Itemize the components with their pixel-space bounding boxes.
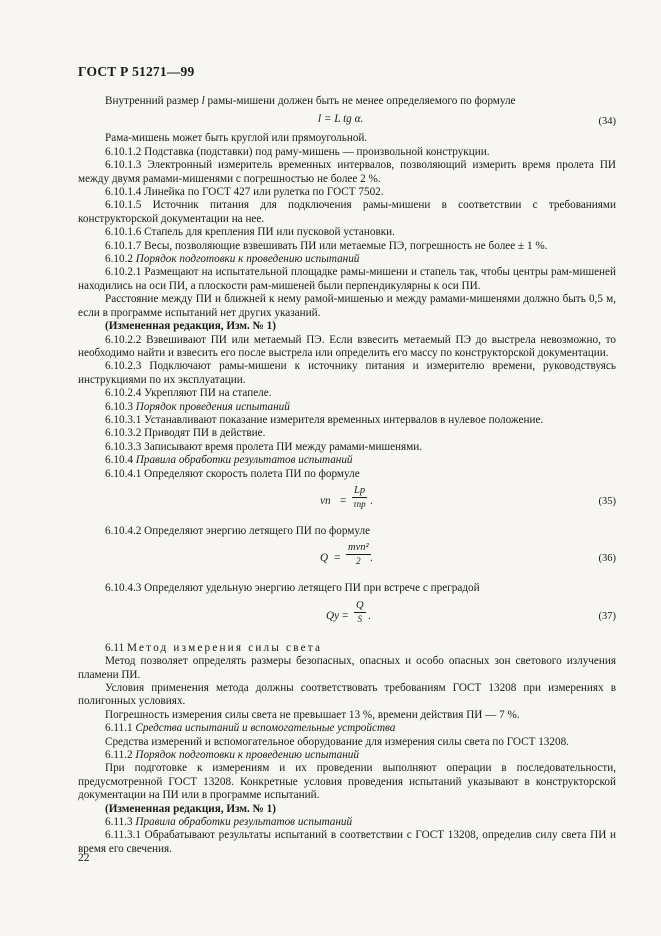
- paragraph: При подготовке к измерениям и их проведении выполняют операции в последовательности, предусмотренной ГОСТ 13208. Конкретные условия проведения испытаний указывают в конструкторской документации на ПИ или в программе испытаний.: [78, 762, 616, 802]
- section-heading: [78, 642, 616, 655]
- paragraph: Средства измерений и вспомогательное оборудование для измерения силы света по ГОСТ 13208.: [105, 735, 569, 748]
- variable: l: [201, 95, 205, 107]
- formula-fraction: [346, 541, 371, 568]
- formula-37: [78, 596, 616, 636]
- formula-lhs: vп: [320, 494, 331, 507]
- denominator: S: [357, 613, 363, 624]
- equals-sign: =: [340, 494, 347, 507]
- section-number: 6.10.3: [105, 400, 136, 413]
- amendment-note: (Измененная редакция, Изм. № 1): [105, 320, 276, 333]
- clause: 6.10.3.3 Записывают время пролета ПИ между рамами-мишенями.: [105, 440, 423, 453]
- formula-expression: l = L tg α.: [318, 113, 364, 126]
- formula-period: .: [370, 494, 373, 507]
- formula-34: [78, 110, 616, 130]
- formula-period: .: [370, 552, 373, 565]
- section-title: Правила обработки результатов испытаний: [135, 816, 353, 829]
- clause: 6.10.1.7 Весы, позволяющие взвешивать ПИ или метаемые ПЭ, погрешность не более ± 1 %.: [105, 239, 548, 252]
- formula-35: [78, 481, 616, 521]
- clause: 6.11.3.1 Обрабатывают результаты испытаний в соответствии с ГОСТ 13208, определив силу света ПИ и время его свечения.: [78, 829, 616, 855]
- section-number: 6.11.1: [105, 722, 136, 735]
- numerator: mvп²: [348, 542, 369, 554]
- section-title: Метод измерения силы света: [126, 641, 323, 654]
- section-heading: [78, 722, 616, 735]
- formula-period: .: [368, 609, 371, 622]
- formula-fraction: [352, 484, 367, 511]
- section-title: Средства испытаний и вспомогательные устройства: [135, 722, 396, 735]
- section-number: 6.10.2: [105, 253, 136, 266]
- clause: 6.10.1.5 Источник питания для подключения рамы-мишени в соответствии с требованиями конструкторской документации на нее.: [78, 199, 616, 225]
- amendment-note: (Измененная редакция, Изм. № 1): [105, 802, 276, 815]
- clause: 6.10.1.6 Стапель для крепления ПИ или пусковой установки.: [105, 226, 395, 239]
- section-heading: [78, 816, 616, 829]
- clause: 6.10.2.2 Взвешивают ПИ или метаемый ПЭ. Если взвесить метаемый ПЭ до выстрела невозможно, то необходимо найти и взвесить его после выстрела или определить его массу по конструкторской документации.: [78, 333, 616, 359]
- paragraph: Рама-мишень может быть круглой или прямоугольной.: [105, 132, 368, 145]
- clause: 6.10.3.2 Приводят ПИ в действие.: [105, 427, 266, 440]
- paragraph: Метод позволяет определять размеры безопасных, опасных и особо опасных зон светового излучения пламени ПИ.: [78, 655, 616, 681]
- equals-sign: =: [342, 609, 349, 622]
- formula-number: (36): [598, 553, 616, 565]
- clause: 6.10.4.2 Определяют энергию летящего ПИ по формуле: [105, 524, 371, 537]
- clause: 6.10.4.1 Определяют скорость полета ПИ по формуле: [105, 467, 360, 480]
- paragraph: Погрешность измерения силы света не превышает 13 %, времени действия ПИ — 7 %.: [105, 708, 520, 721]
- numerator: Q: [356, 599, 364, 611]
- section-number: 6.10.4: [105, 454, 136, 467]
- section-title: Порядок подготовки к проведению испытаний: [135, 253, 360, 266]
- clause: 6.10.1.3 Электронный измеритель временных интервалов, позволяющий измерить время пролета ПИ между двумя рамами-мишенями с погрешностью не более 2 %.: [78, 159, 616, 185]
- clause: 6.10.1.4 Линейка по ГОСТ 427 или рулетка по ГОСТ 7502.: [105, 186, 384, 199]
- text: рамы-мишени должен быть не менее определяемого по формуле: [204, 95, 516, 107]
- section-title: Порядок проведения испытаний: [135, 400, 290, 413]
- formula-number: (37): [598, 610, 616, 622]
- page-number: 22: [78, 852, 90, 864]
- formula-number: (34): [598, 116, 616, 128]
- clause: 6.10.3.1 Устанавливают показание измерителя временных интервалов в нулевое положение.: [105, 413, 544, 426]
- formula-lhs: Q: [320, 552, 329, 565]
- formula-fraction: [354, 599, 366, 626]
- formula-lhs: Qу: [326, 609, 340, 622]
- section-number: 6.11.3: [105, 816, 136, 829]
- section-heading: [78, 454, 616, 467]
- clause: 6.10.2.4 Укрепляют ПИ на стапеле.: [105, 387, 272, 400]
- formula-number: (35): [598, 495, 616, 507]
- standard-header: ГОСТ Р 51271—99: [78, 64, 195, 79]
- formula-36: [78, 538, 616, 578]
- paragraph: [78, 95, 616, 108]
- denominator: τпр: [353, 498, 366, 509]
- section-heading: [78, 253, 616, 266]
- section-title: Порядок подготовки к проведению испытаний: [135, 749, 359, 762]
- section-heading: [78, 401, 616, 414]
- clause: 6.10.2.3 Подключают рамы-мишени к источнику питания и измерителю времени, руководствуясь инструкциями по их эксплуатации.: [78, 360, 616, 386]
- section-number: 6.11: [105, 641, 127, 654]
- numerator: Lр: [354, 484, 366, 496]
- equals-sign: =: [334, 552, 341, 565]
- text: Внутренний размер: [105, 95, 202, 107]
- paragraph: Условия применения метода должны соответствовать требованиям ГОСТ 13208 при измерениях в полигонных условиях.: [78, 682, 616, 708]
- clause: 6.10.2.1 Размещают на испытательной площадке рамы-мишени и стапель так, чтобы центры рам-мишеней находились на оси ПИ, а плоскости рам-мишеней были перпендикулярны к оси ПИ.: [78, 266, 616, 292]
- paragraph: Расстояние между ПИ и ближней к нему рамой-мишенью и между рамами-мишенями должно быть 0,5 м, если в программе испытаний нет других указаний.: [78, 293, 616, 319]
- clause: 6.10.1.2 Подставка (подставки) под раму-мишень — произвольной конструкции.: [105, 145, 490, 158]
- denominator: 2: [356, 556, 361, 567]
- clause: 6.10.4.3 Определяют удельную энергию летящего ПИ при встрече с преградой: [105, 582, 480, 595]
- section-heading: [78, 749, 616, 762]
- document-body: [78, 95, 616, 856]
- section-title: Правила обработки результатов испытаний: [135, 454, 353, 467]
- section-number: 6.11.2: [105, 749, 136, 762]
